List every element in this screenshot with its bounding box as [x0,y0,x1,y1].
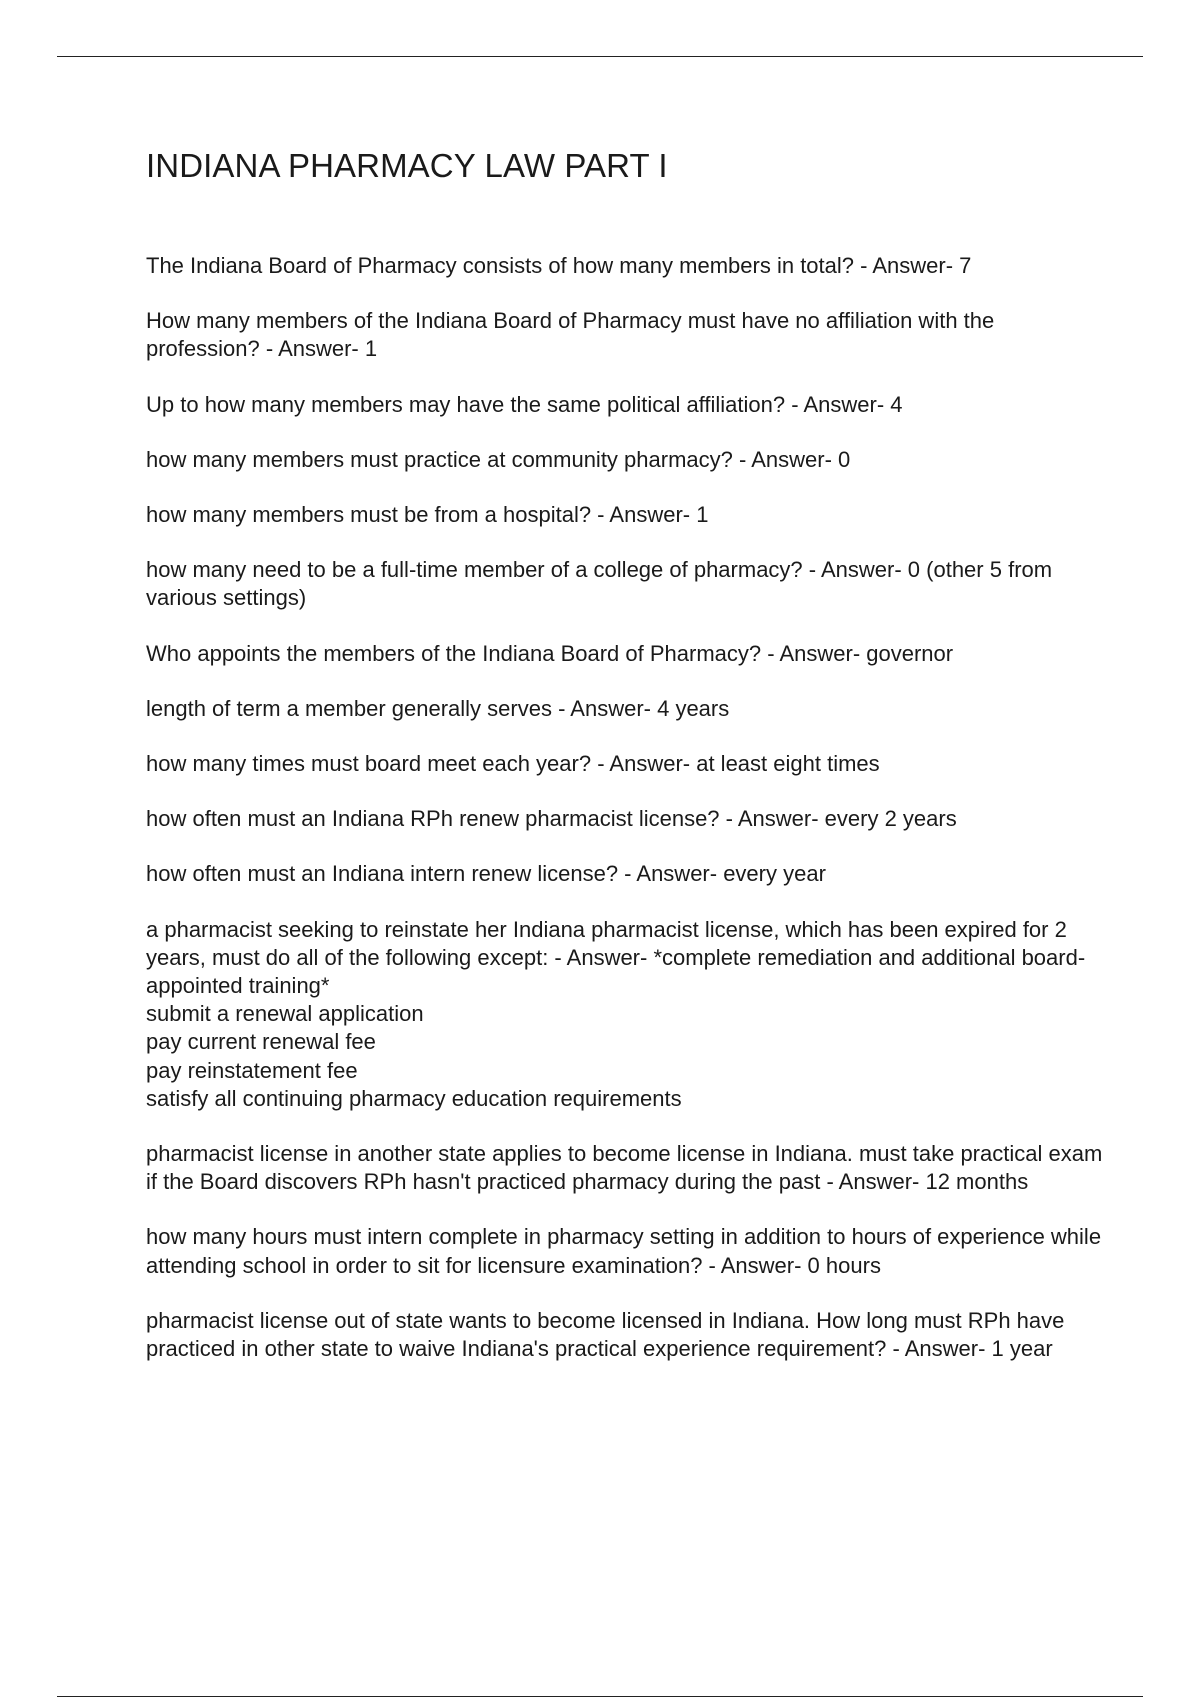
top-divider [57,56,1143,57]
qa-item: how many times must board meet each year? - Answer- at least eight times [146,751,880,777]
qa-list [146,252,1106,1363]
qa-item: length of term a member generally serves - Answer- 4 years [146,695,730,721]
qa-item: how many need to be a full-time member of a college of pharmacy? - Answer- 0 (other 5 from various settings) [146,557,1053,611]
page-title: INDIANA PHARMACY LAW PART I [146,147,668,184]
qa-item: Who appoints the members of the Indiana Board of Pharmacy? - Answer- governor [146,640,954,666]
qa-item: a pharmacist seeking to reinstate her Indiana pharmacist license, which has been expired for 2 years, must do all of the following except: - Answer- *complete remediation and additional board-appointed training* submit a renewal application pay current renewal fee pay reinstatement fee satisfy all continuing pharmacy education requirements [146,916,1086,1111]
qa-item: how many hours must intern complete in pharmacy setting in addition to hours of experience while attending school in order to sit for licensure examination? - Answer- 0 hours [146,1224,1102,1278]
qa-item: How many members of the Indiana Board of Pharmacy must have no affiliation with the profession? - Answer- 1 [146,308,995,362]
qa-item: pharmacist license in another state applies to become license in Indiana. must take practical exam if the Board discovers RPh hasn't practiced pharmacy during the past - Answer- 12 months [146,1141,1103,1195]
qa-item: Up to how many members may have the same political affiliation? - Answer- 4 [146,391,903,417]
qa-item: how often must an Indiana RPh renew pharmacist license? - Answer- every 2 years [146,806,957,832]
qa-item: how many members must be from a hospital? - Answer- 1 [146,502,709,528]
bottom-divider [57,1696,1143,1697]
qa-item: The Indiana Board of Pharmacy consists of how many members in total? - Answer- 7 [146,253,972,278]
qa-item: how often must an Indiana intern renew license? - Answer- every year [146,861,826,887]
document-body [146,136,1106,1390]
qa-item: how many members must practice at community pharmacy? - Answer- 0 [146,446,851,472]
qa-item: pharmacist license out of state wants to become licensed in Indiana. How long must RPh have practiced in other state to waive Indiana's practical experience requirement? - Answer- 1 year [146,1307,1065,1362]
